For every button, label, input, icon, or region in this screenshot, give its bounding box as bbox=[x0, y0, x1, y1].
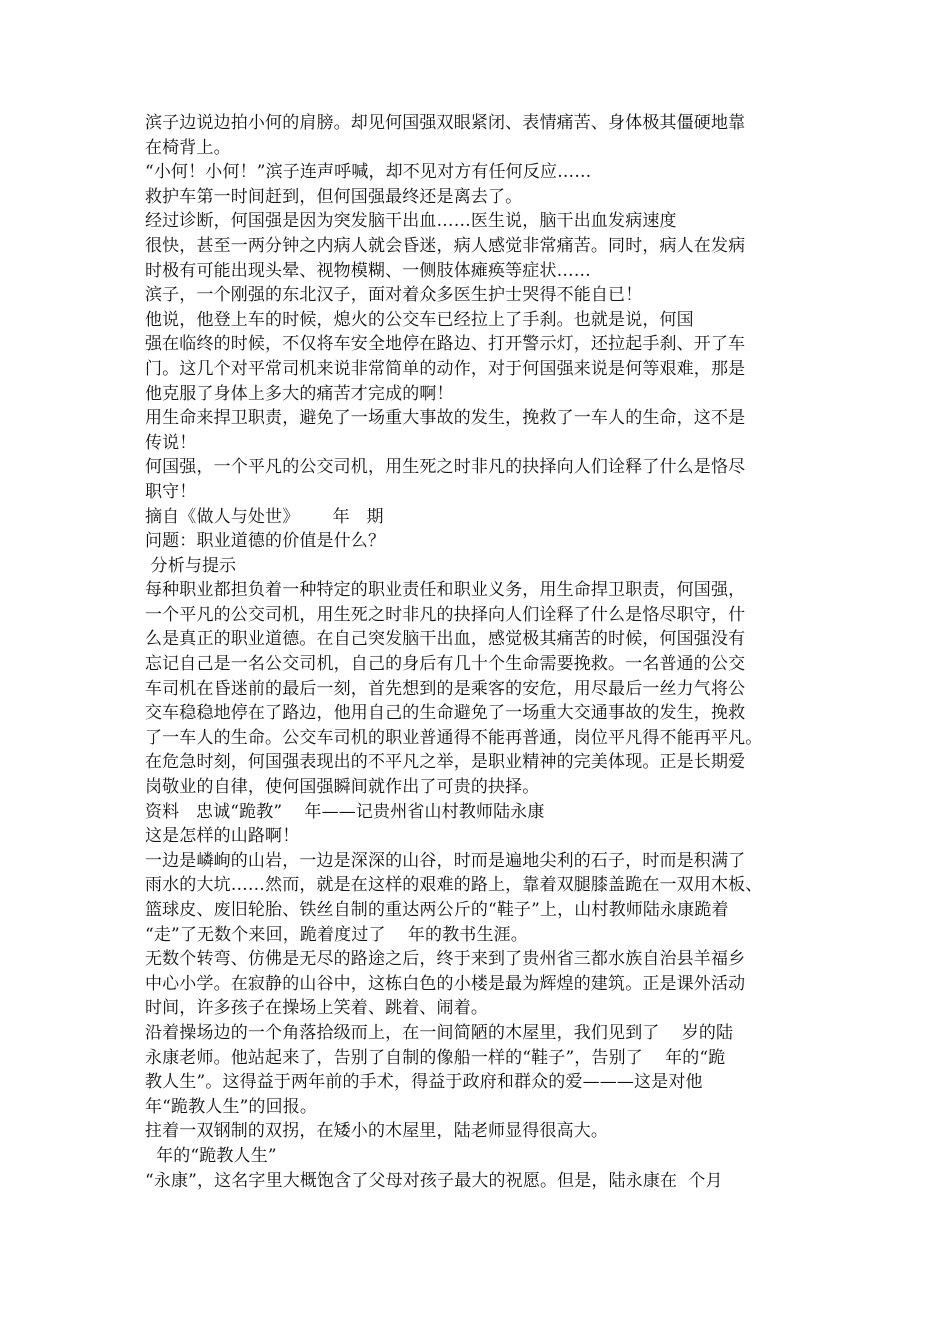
text-line: 一边是嶙峋的山岩，一边是深深的山谷，时而是遍地尖利的石子，时而是积满了 bbox=[145, 850, 746, 871]
text-line: 么是真正的职业道德。在自己突发脑干出血，感觉极其痛苦的时候，何国强没有 bbox=[145, 629, 746, 650]
source-line: 摘自《做人与处世》 年 期 bbox=[145, 506, 384, 527]
text-line: 交车稳稳地停在了路边，他用自己的生命避免了一场重大交通事故的发生，挽救 bbox=[145, 703, 746, 724]
text-line: 这是怎样的山路啊！ bbox=[145, 826, 300, 847]
text-line: 车司机在昏迷前的最后一刻，首先想到的是乘客的安危，用尽最后一丝力气将公 bbox=[145, 678, 746, 699]
document-body bbox=[145, 111, 811, 1193]
text-line: 雨水的大坑……然而，就是在这样的艰难的路上，靠着双腿膝盖跪在一双用木板、 bbox=[145, 875, 763, 896]
text-line: “小何！小何！”滨子连声呼喊，却不见对方有任何反应…… bbox=[145, 162, 592, 183]
text-line: 滨子，一个刚强的东北汉子，面对着众多医生护士哭得不能自已！ bbox=[145, 285, 643, 306]
text-line: 何国强，一个平凡的公交司机，用生死之时非凡的抉择向人们诠释了什么是恪尽 bbox=[145, 457, 746, 478]
text-line: 岗敬业的自律，使何国强瞬间就作出了可贵的抉择。 bbox=[145, 777, 540, 798]
subsection-heading: 年的“跪教人生” bbox=[145, 1145, 277, 1166]
text-line: 拄着一双钢制的双拐，在矮小的木屋里，陆老师显得很高大。 bbox=[145, 1121, 609, 1142]
text-line: 忘记自己是一名公交司机，自己的身后有几十个生命需要挽救。一名普通的公交 bbox=[145, 654, 746, 675]
text-line: 年“跪教人生”的回报。 bbox=[145, 1096, 318, 1117]
text-line: 沿着操场边的一个角落拾级而上，在一间简陋的木屋里，我们见到了 岁的陆 bbox=[145, 1022, 734, 1043]
text-line: 篮球皮、废旧轮胎、铁丝自制的重达两公斤的“鞋子”上，山村教师陆永康跪着 bbox=[145, 900, 729, 920]
text-line: 教人生”。这得益于两年前的手术，得益于政府和群众的爱———这是对他 bbox=[145, 1072, 703, 1093]
text-line: 他说，他登上车的时候，熄火的公交车已经拉上了手刹。也就是说，何国 bbox=[145, 309, 694, 330]
text-line: 他克服了身体上多大的痛苦才完成的啊！ bbox=[145, 383, 454, 404]
text-line: 时间，许多孩子在操场上笑着、跳着、闹着。 bbox=[145, 998, 488, 1019]
text-line: 职守！ bbox=[145, 481, 197, 502]
section-heading: 分析与提示 bbox=[145, 555, 237, 576]
text-line: 经过诊断，何国强是因为突发脑干出血……医生说，脑干出血发病速度 bbox=[145, 211, 677, 232]
text-line: 门。这几个对平常司机来说非常简单的动作，对于何国强来说是何等艰难，那是 bbox=[145, 358, 746, 379]
text-line: 传说！ bbox=[145, 432, 197, 453]
text-line: 在危急时刻，何国强表现出的不平凡之举，是职业精神的完美体现。正是长期爱 bbox=[145, 752, 746, 773]
text-line: 每种职业都担负着一种特定的职业责任和职业义务，用生命捍卫职责，何国强， bbox=[145, 580, 746, 601]
text-line: 强在临终的时候，不仅将车安全地停在路边、打开警示灯，还拉起手刹、开了车 bbox=[145, 334, 746, 355]
text-line: 用生命来捍卫职责，避免了一场重大事故的发生，挽救了一车人的生命，这不是 bbox=[145, 408, 746, 429]
text-line: 滨子边说边拍小何的肩膀。却见何国强双眼紧闭、表情痛苦、身体极其僵硬地靠 bbox=[145, 113, 746, 133]
text-line: 救护车第一时间赶到，但何国强最终还是离去了。 bbox=[145, 186, 523, 207]
text-line: 很快，甚至一两分钟之内病人就会昏迷，病人感觉非常痛苦。同时，病人在发病 bbox=[145, 235, 746, 256]
text-line: “永康”，这名字里大概饱含了父母对孩子最大的祝愿。但是，陆永康在 个月 bbox=[145, 1170, 723, 1191]
section-heading: 资料 忠诚“跪教” 年——记贵州省山村教师陆永康 bbox=[145, 801, 545, 822]
text-line: “走”了无数个来回，跪着度过了 年的教书生涯。 bbox=[145, 924, 528, 945]
text-line: 永康老师。他站起来了，告别了自制的像船一样的“鞋子”，告别了 年的“跪 bbox=[145, 1047, 726, 1068]
text-line: 无数个转弯、仿佛是无尽的路途之后，终于来到了贵州省三都水族自治县羊福乡 bbox=[145, 949, 746, 970]
text-line: 了一车人的生命。公交车司机的职业普通得不能再普通，岗位平凡得不能再平凡。 bbox=[145, 727, 763, 748]
question-line: 问题：职业道德的价值是什么？ bbox=[145, 531, 386, 552]
text-line: 中心小学。在寂静的山谷中，这栋白色的小楼是最为辉煌的建筑。正是课外活动 bbox=[145, 973, 746, 994]
text-line: 时极有可能出现头晕、视物模糊、一侧肢体瘫痪等症状…… bbox=[145, 260, 591, 281]
text-line: 在椅背上。 bbox=[145, 137, 231, 158]
text-line: 一个平凡的公交司机，用生死之时非凡的抉择向人们诠释了什么是恪尽职守，什 bbox=[145, 604, 746, 625]
